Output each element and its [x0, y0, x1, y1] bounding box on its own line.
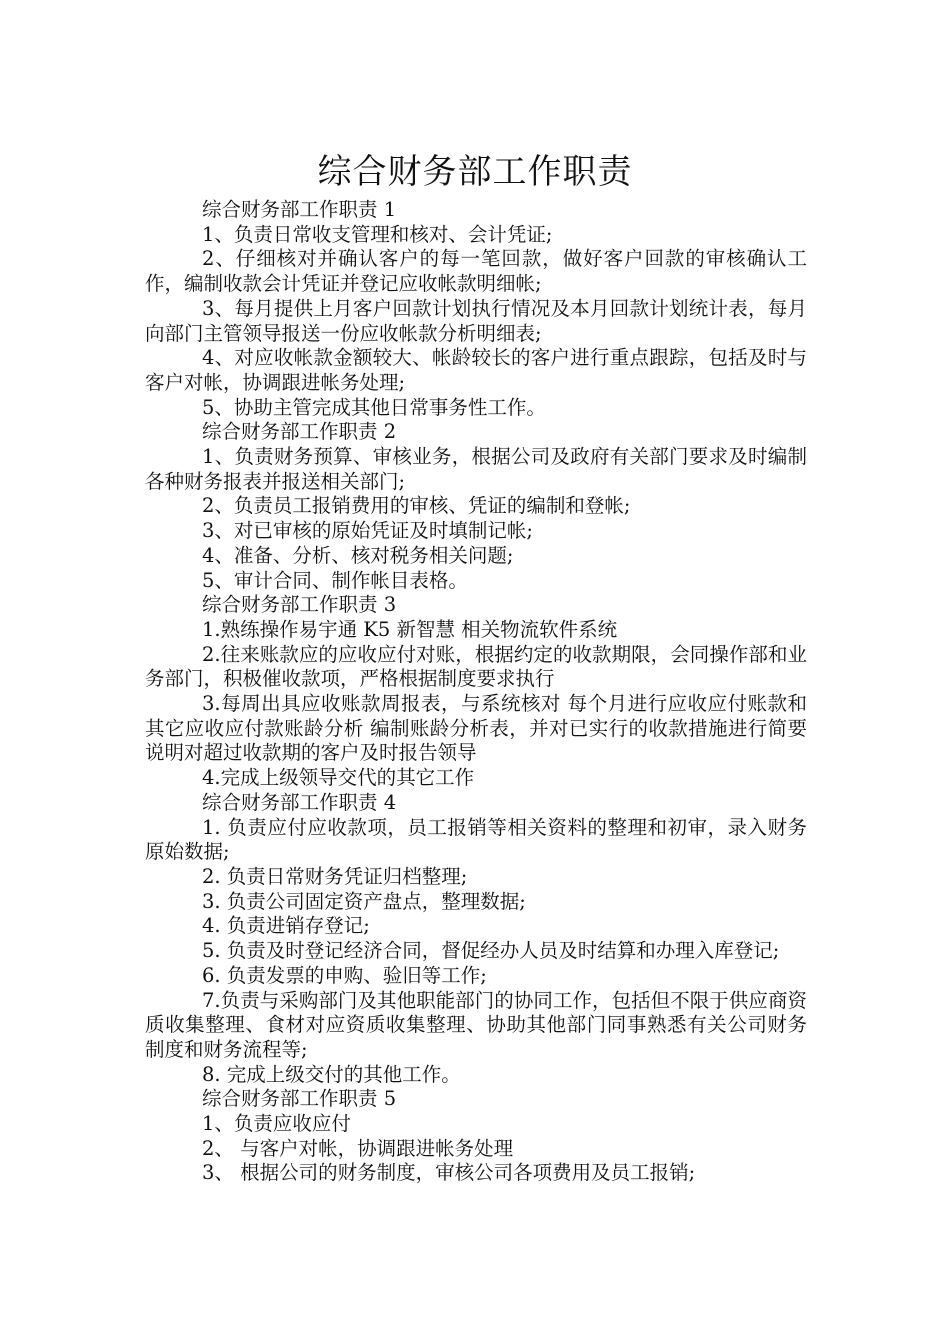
duty-item: 4.完成上级领导交代的其它工作 [202, 766, 475, 790]
section-heading: 综合财务部工作职责 3 [202, 593, 397, 617]
duty-item: 3. 负责公司固定资产盘点，整理数据; [202, 889, 526, 913]
duty-item: 2、负责员工报销费用的审核、凭证的编制和登帐; [202, 494, 631, 518]
duty-item: 8. 完成上级交付的其他工作。 [202, 1062, 461, 1086]
duty-item: 2、 与客户对帐，协调跟进帐务处理 [202, 1136, 514, 1160]
duty-item: 1、负责财务预算、审核业务，根据公司及政府有关部门要求及时编制各种财务报表并报送相关部门; [145, 445, 807, 493]
duty-item: 4. 负责进销存登记; [202, 914, 370, 938]
duty-item: 5. 负责及时登记经济合同，督促经办人员及时结算和办理入库登记; [202, 939, 780, 963]
section-heading: 综合财务部工作职责 4 [202, 790, 397, 814]
document-title: 综合财务部工作职责 [317, 151, 633, 192]
duty-item: 1、负责应收应付 [202, 1112, 351, 1136]
duty-item: 1. 负责应付应收款项，员工报销等相关资料的整理和初审，录入财务原始数据; [145, 815, 807, 864]
duty-item: 1、负责日常收支管理和核对、会计凭证; [202, 222, 553, 246]
duty-item: 3.每周出具应收账款周报表，与系统核对 每个月进行应收应付账款和其它应收应付款账龄分析 编制账龄分析表，并对已实行的收款措施进行简要说明对超过收款期的客户及时报告领导 [145, 692, 807, 765]
section-heading: 综合财务部工作职责 1 [202, 198, 397, 221]
duty-item: 2.往来账款应的应收应付对账，根据约定的收款期限，会同操作部和业务部门，积极催收款项，严格根据制度要求执行 [145, 642, 807, 691]
duty-item: 2、仔细核对并确认客户的每一笔回款，做好客户回款的审核确认工作，编制收款会计凭证并登记应收帐款明细帐; [145, 247, 807, 296]
document-body [145, 198, 807, 1186]
duty-item: 5、审计合同、制作帐目表格。 [202, 568, 468, 592]
section-heading: 综合财务部工作职责 2 [202, 420, 397, 444]
duty-item: 3、每月提供上月客户回款计划执行情况及本月回款计划统计表，每月向部门主管领导报送一份应收帐款分析明细表; [145, 296, 807, 345]
duty-item: 2. 负责日常财务凭证归档整理; [202, 864, 468, 888]
duty-item: 7.负责与采购部门及其他职能部门的协同工作，包括但不限于供应商资质收集整理、食材对应资质收集整理、协助其他部门同事熟悉有关公司财务制度和财务流程等; [145, 988, 807, 1061]
duty-item: 5、协助主管完成其他日常事务性工作。 [202, 395, 546, 419]
duty-item: 1.熟练操作易宇通 K5 新智慧 相关物流软件系统 [202, 617, 618, 641]
section-heading: 综合财务部工作职责 5 [202, 1087, 397, 1111]
duty-item: 6. 负责发票的申购、验旧等工作; [202, 963, 487, 987]
duty-item: 4、准备、分析、核对税务相关问题; [202, 543, 514, 567]
duty-item: 3、 根据公司的财务制度，审核公司各项费用及员工报销; [202, 1161, 696, 1185]
duty-item: 4、对应收帐款金额较大、帐龄较长的客户进行重点跟踪，包括及时与客户对帐，协调跟进帐务处理; [145, 346, 807, 394]
duty-item: 3、对已审核的原始凭证及时填制记帐; [202, 519, 533, 543]
